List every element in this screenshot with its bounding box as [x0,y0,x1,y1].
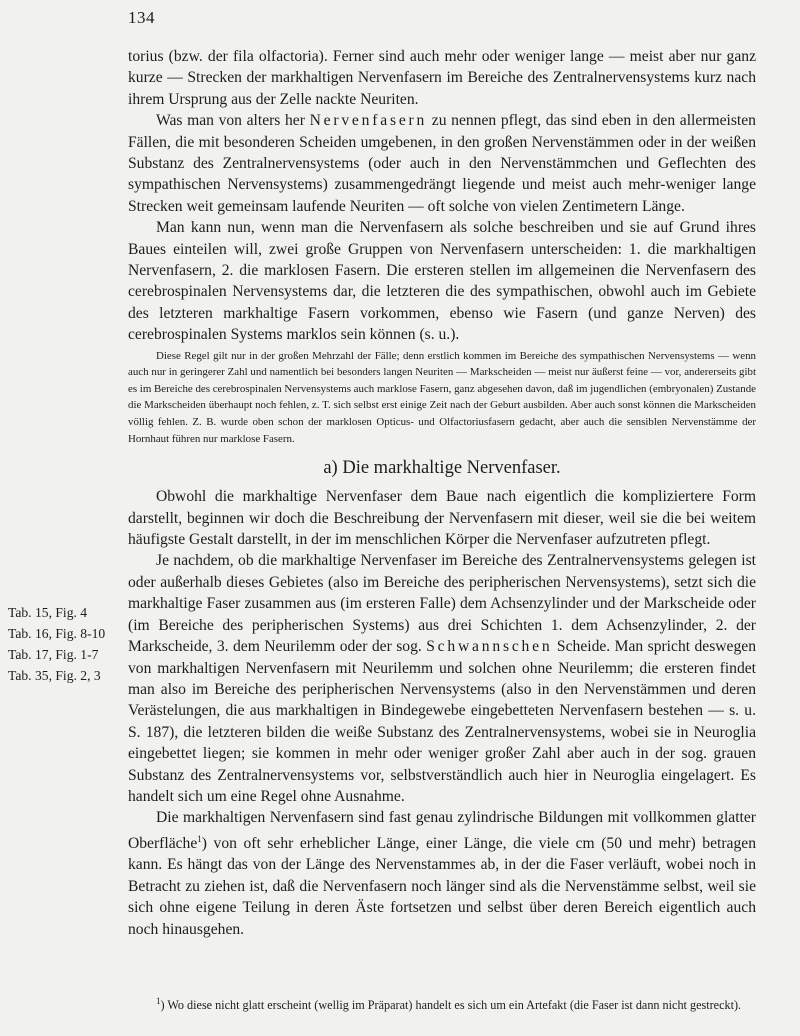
paragraph-6-rest: ) von oft sehr erheblicher Länge, einer Länge, die viele cm (50 und mehr) betragen kann. Es hängt das von der Länge des Nervenstammes ab, in der die Faser verläuft, wobei noch in Betracht zu ziehen ist, daß die Nervenfasern noch länger sind als die Nervenstämme selbst, weil sie sich ohne eigene Teilung in deren Äste fortsetzen und selbst über deren Bereich eigentlich auch noch hinausgehen. [128,834,756,938]
page-number: 134 [128,8,155,27]
paragraph-2-rest: zu nennen pflegt, das sind eben in den allermeisten Fällen, die mit besonderen Scheiden umgebenen, in den großen Nervenstämmen oder in der weißen Substanz des Zentralnervensystems (oder auch in den Nervenstämmchen und Geflechten des sympathischen Nervensystems) zusammengedrängt liegende und meist auch mehr-weniger lange Strecken weit gemeinsam laufende Neuriten — oft solche von vielen Zentimetern Länge. [128,112,756,215]
small-print-note [128,348,756,448]
footnote [128,992,756,1014]
term-nervenfasern: Nervenfasern [309,112,428,130]
paragraph-6-lead: Die markhaltigen Nervenfasern sind fast genau zylindrische Bildungen mit vollkommen glatter Oberfläche [128,809,756,852]
paragraph-3: Man kann nun, wenn man die Nervenfasern als solche beschreiben und sie auf Grund ihres Baues einteilen will, zwei große Gruppen von Nervenfasern unterscheiden: 1. die markhaltigen Nervenfasern, 2. die marklosen Fasern. Die ersteren stellen im allgemeinen die Nervenfasern des cerebrospinalen Nervensystems dar, die letzteren die des sympathischen, obwohl auch im Gebiete des letzteren markhaltige Fasern vorkommen, ebenso wie Fasern (und ganze Nerven) des cerebrospinalen Systems marklos sein können (s. u.). [128,219,756,344]
section-heading: a) Die markhaltige Nervenfaser. [323,458,561,479]
paragraph-2-lead: Was man von alters her [156,112,305,130]
footnote-number: 1 [156,996,161,1006]
margin-ref: Tab. 17, Fig. 1-7 [8,647,99,662]
paragraph-4: Obwohl die markhaltige Nervenfaser dem Baue nach eigentlich die kompliziertere Form darstellt, beginnen wir doch die Beschreibung der Nervenfasern mit dieser, weil sie die bei weitem häufigste Gestalt darstellt, in der im menschlichen Körper die Nervenfaser aufzutreten pflegt. [128,488,756,549]
term-schwannschen: Schwannschen [426,638,553,656]
paragraph-6 [128,807,756,940]
paragraph-5-lead: Je nachdem, ob die markhaltige Nervenfaser im Bereiche des Zentralnervensystems gelegen ist oder außerhalb dieses Gebietes (also im Bereiche des peripherischen Nervensystems), setzt sich die markhaltige Faser zusammen aus (im ersteren Falle) dem Achsenzylinder und der Markscheide oder (im Bereiche des peripherischen Systems) aus drei Schichten 1. dem Achsenzylinder, 2. der Markscheide, 3. dem Neurilemm oder der sog. [128,552,756,656]
small-print-paragraph: Diese Regel gilt nur in der großen Mehrzahl der Fälle; denn erstlich kommen im Bereiche des sympathischen Nervensystems — wenn auch nur in geringerer Zahl und namentlich bei besonders langen Neuriten — Markscheiden — meist nur äußerst feine — vor, andererseits gibt es im Bereiche des cerebrospinalen Nervensystems auch marklose Fasern, ganz abgesehen davon, daß im jugendlichen (embryonalen) Zustande die Markscheiden überhaupt noch fehlen, z. T. sich selbst erst einige Zeit nach der Geburt ausbilden. Aber auch sonst können die Markscheiden völlig fehlen. Z. B. wurde oben schon der marklosen Opticus- und Olfactoriusfasern gedacht, aber auch die sensiblen Nervenstämme der Hornhaut führen nur marklose Fasern. [128,349,756,445]
footnote-text: ) Wo diese nicht glatt erscheint (wellig im Präparat) handelt es sich um ein Artefakt (die Faser ist dann nicht gestreckt). [160,998,742,1013]
paragraph-2 [128,110,756,217]
margin-ref: Tab. 15, Fig. 4 [8,605,88,620]
paragraph-5-rest: Scheide. Man spricht deswegen von markhaltigen Nervenfasern mit Neurilemm und solchen ohne Neurilemm; die ersteren findet man also im Bereiche des peripherischen Nervensystems (also in den Nervenstämmen und deren Verästelungen, die aus markhaltigen in Bindegewebe eingebetteten Nervenfasern bestehen — s. u. S. 187), die letzteren bilden die weiße Substanz des Zentralnervensystems, wobei sie in Neuroglia eingebettet liegen; sie kommen in mehr oder weniger großer Zahl aber auch in der sog. grauen Substanz des Zentralnervensystems vor, selbstverständlich auch hier in Neuroglia eingelagert. Es handelt sich um eine Regel ohne Ausnahme. [128,638,756,805]
margin-ref: Tab. 35, Fig. 2, 3 [8,668,101,683]
main-text-column [128,46,756,940]
paragraph-1: torius (bzw. der fila olfactoria). Ferner sind auch mehr oder weniger lange — meist aber nur ganz kurze — Strecken der markhaltigen Nervenfasern im Bereiche des Zentralnervensystems kurz nach ihrem Ursprung aus der Zelle nackte Neuriten. [128,48,756,108]
paragraph-5 [128,550,756,807]
margin-ref: Tab. 16, Fig. 8-10 [8,626,106,641]
footnote-ref: 1 [197,833,202,844]
